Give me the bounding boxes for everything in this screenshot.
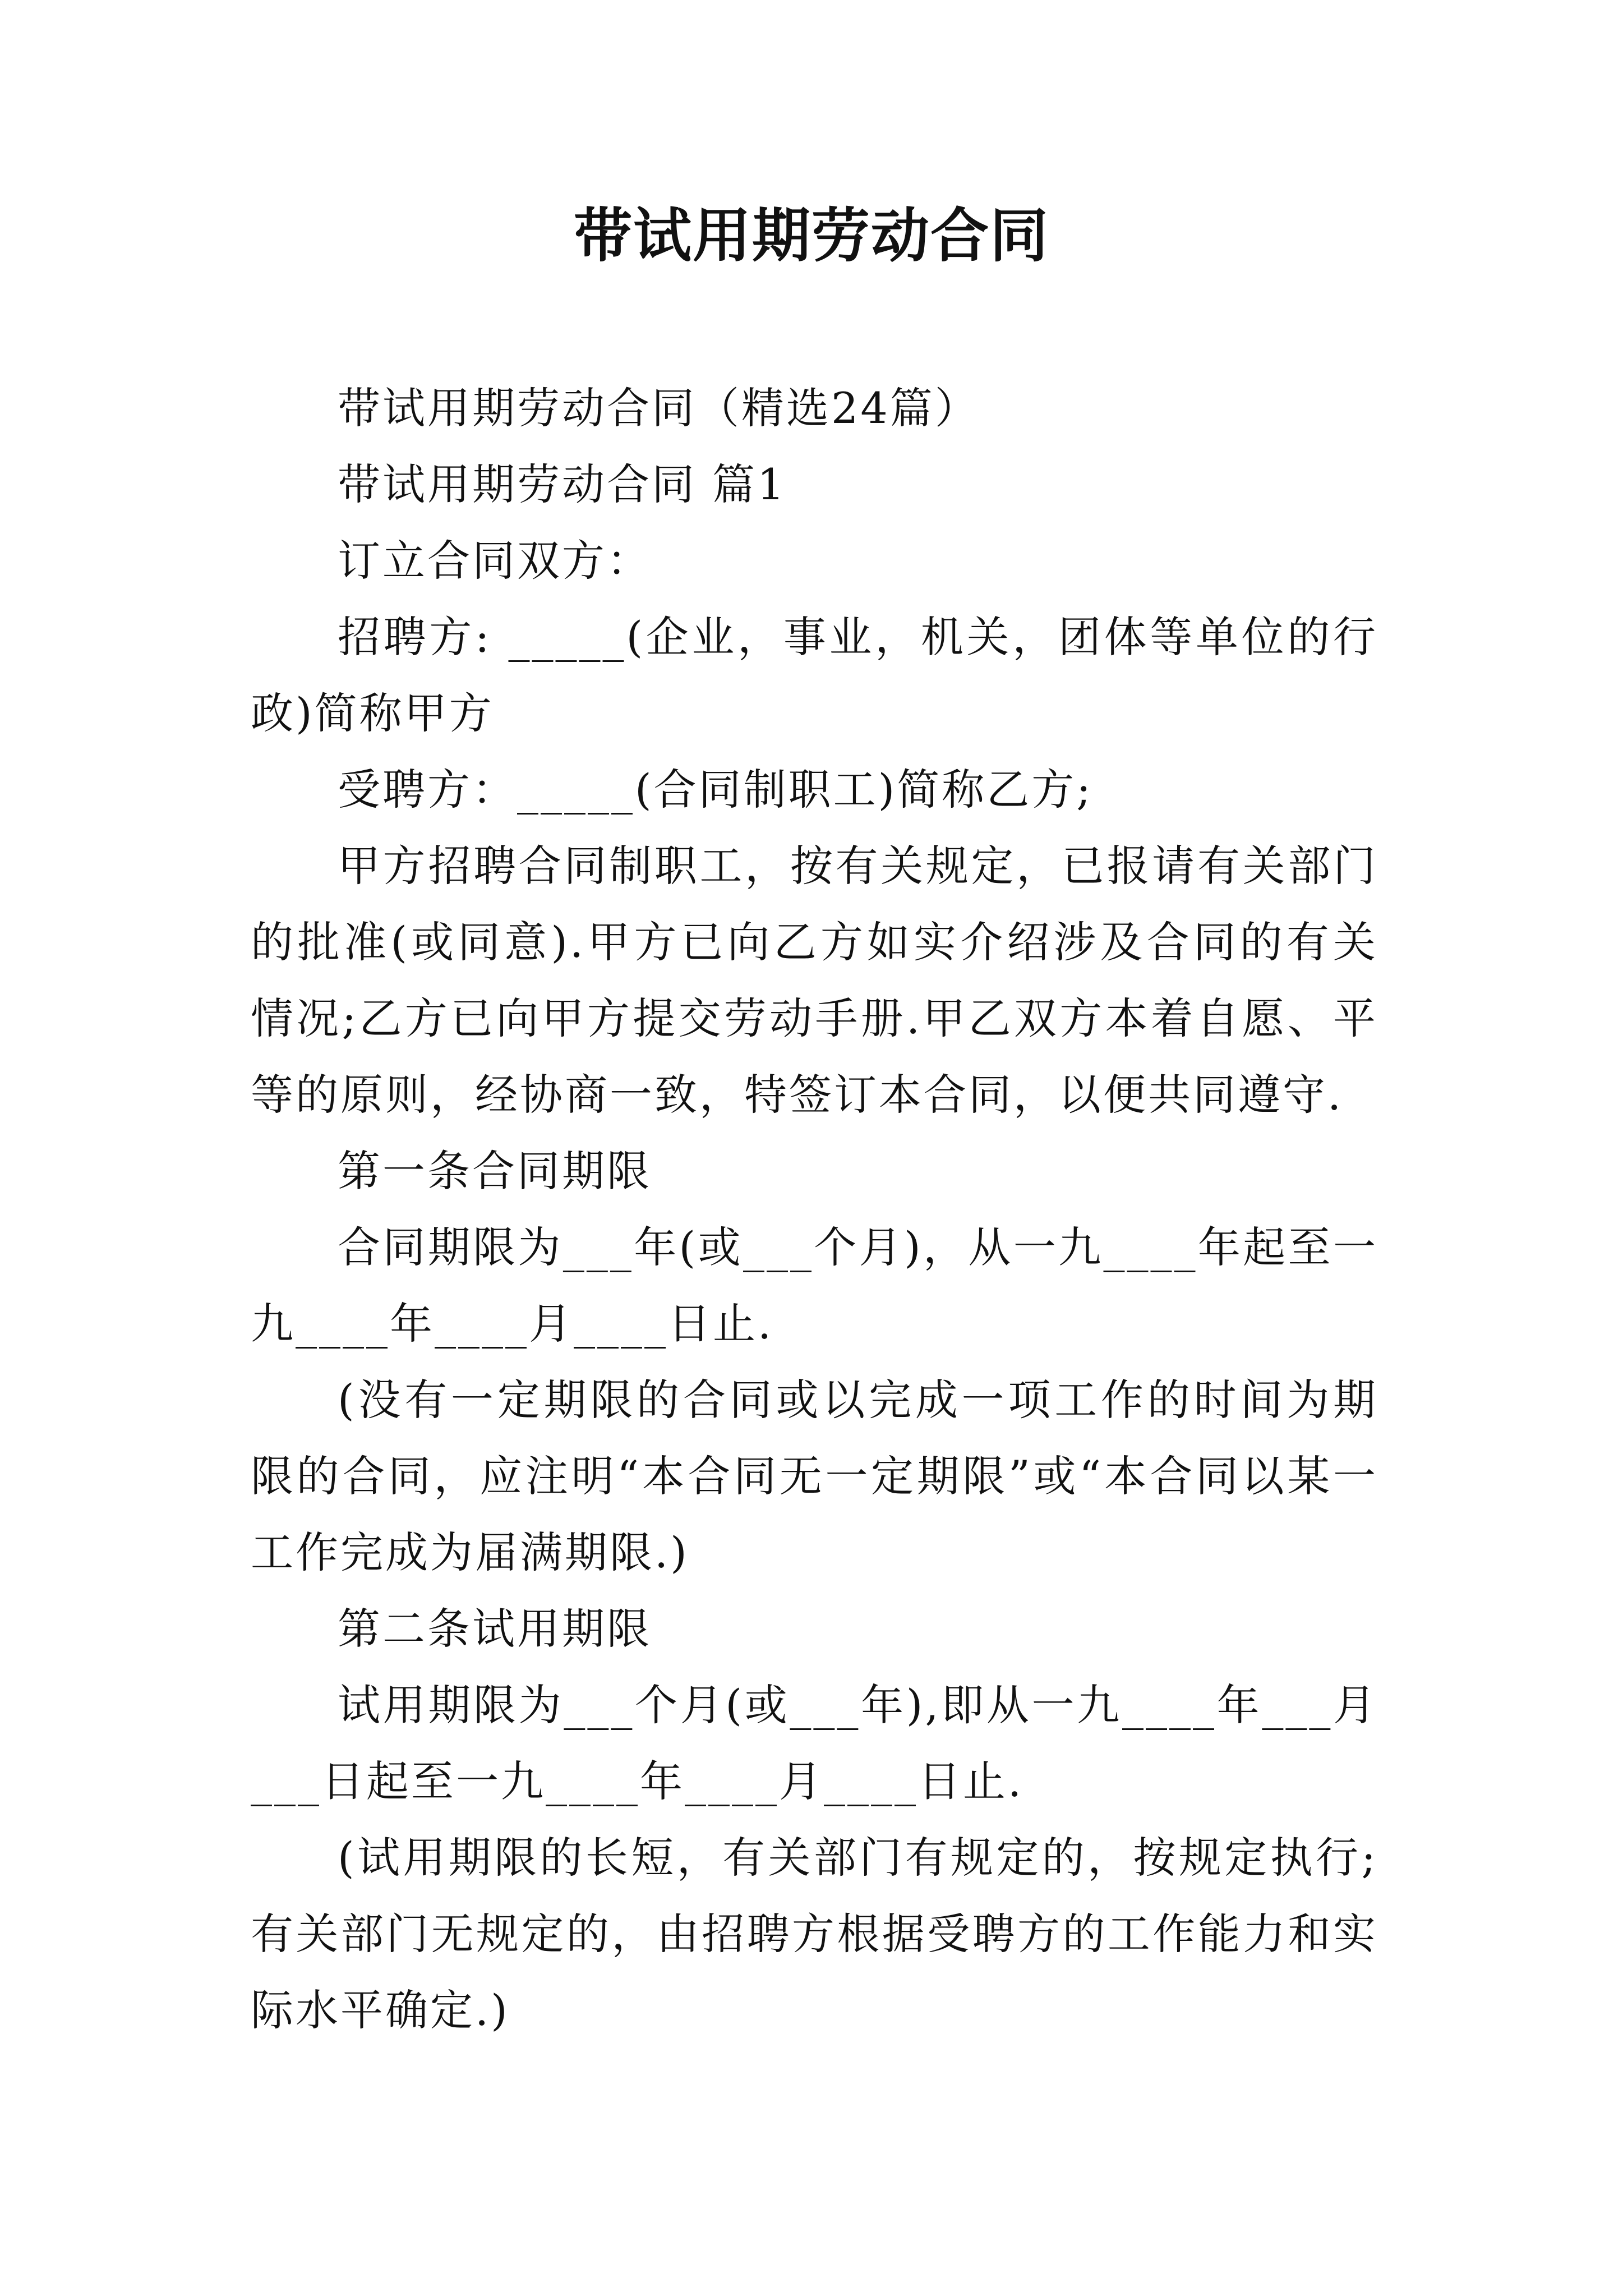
paragraph-article-2-note: (试用期限的长短，有关部门有规定的，按规定执行;有关部门无规定的，由招聘方根据受聘方的工作能力和实际水平确定.) xyxy=(251,1833,1378,2035)
paragraph-parties-intro: 订立合同双方： xyxy=(338,536,652,586)
paragraph-preamble: 甲方招聘合同制职工，按有关规定，已报请有关部门的批准(或同意).甲方已向乙方如实介绍涉及合同的有关情况;乙方已向甲方提交劳动手册.甲乙双方本着自愿、平等的原则，经协商一致，特签订本合同，以便共同遵守. xyxy=(251,841,1378,1120)
paragraph-employer: 招聘方: _____(企业，事业，机关，团体等单位的行政)简称甲方 xyxy=(251,612,1378,738)
paragraph-collection-title: 带试用期劳动合同（精选24篇） xyxy=(338,383,980,433)
paragraph-employee: 受聘方：_____(合同制职工)简称乙方; xyxy=(338,765,1093,815)
paragraph-article-1-heading: 第一条合同期限 xyxy=(338,1146,652,1196)
paragraph-article-1-note: (没有一定期限的合同或以完成一项工作的时间为期限的合同，应注明“本合同无一定期限”或“本合同以某一工作完成为届满期限.) xyxy=(251,1375,1378,1577)
paragraph-article-2-heading: 第二条试用期限 xyxy=(338,1604,652,1654)
document-title: 带试用期劳动合同 xyxy=(573,201,1049,270)
paragraph-article-1-term: 合同期限为___年(或___个月)，从一九____年起至一九____年____月____日止. xyxy=(251,1222,1378,1349)
document-body xyxy=(251,370,1378,2049)
paragraph-section-heading: 带试用期劳动合同 篇1 xyxy=(338,459,787,509)
paragraph-article-2-term: 试用期限为___个月(或___年),即从一九____年___月___日起至一九____年____月____日止. xyxy=(251,1680,1378,1806)
